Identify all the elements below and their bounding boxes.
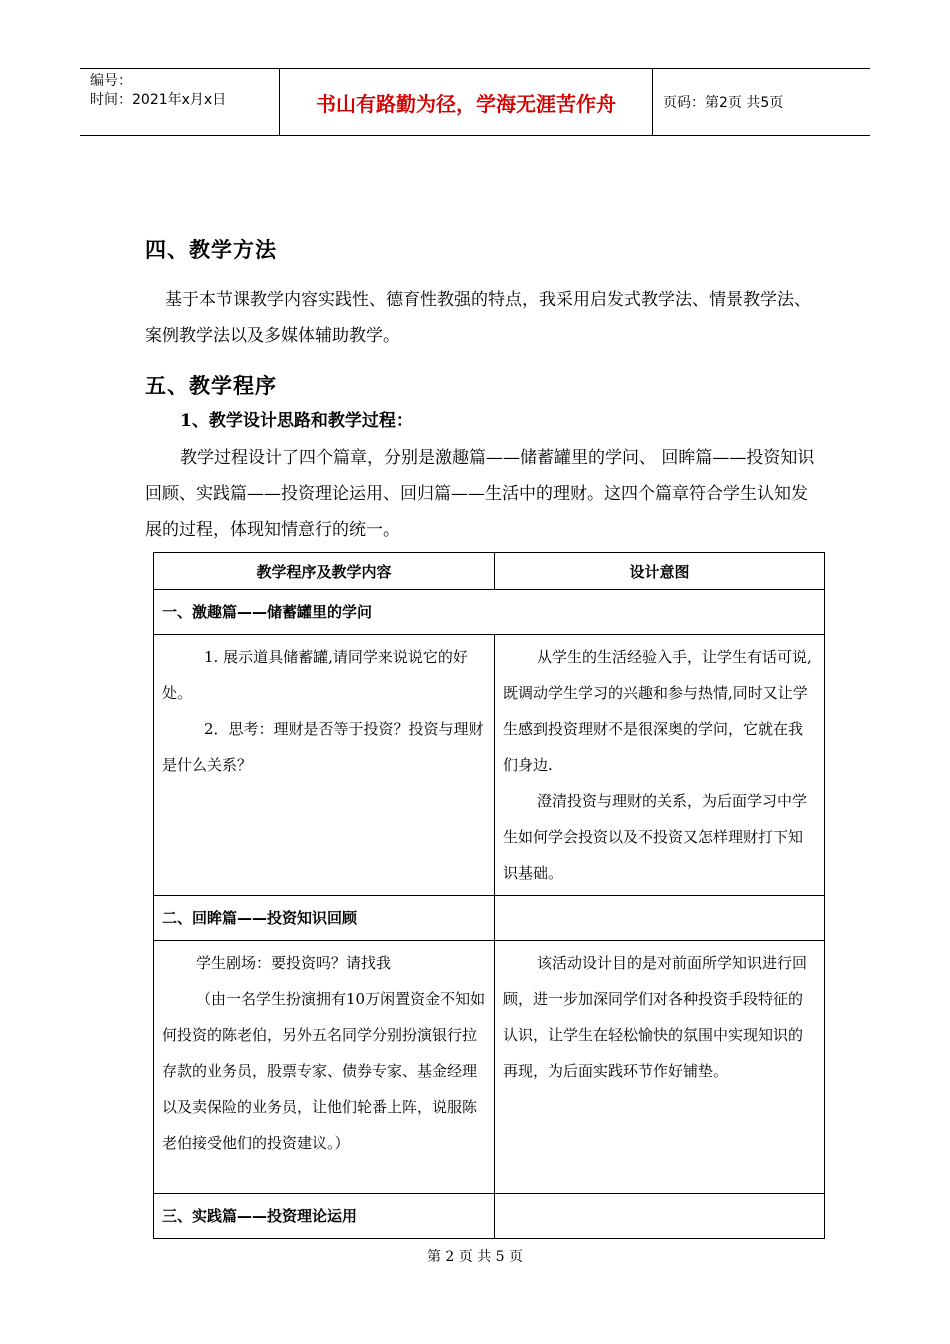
table-row <box>154 896 825 941</box>
header-meta <box>80 69 280 135</box>
table-header-row <box>154 553 825 590</box>
header-time: 时间：2021年x月x日 <box>90 92 227 108</box>
row1-left-2: 2．思考：理财是否等于投资？投资与理财是什么关系？ <box>162 720 484 774</box>
section-row-2-empty <box>495 896 825 941</box>
row2-left-1: 学生剧场：要投资吗？请找我 <box>196 954 392 972</box>
table-row <box>154 941 825 1194</box>
table-row <box>154 1194 825 1239</box>
row2-intent <box>495 941 825 1194</box>
table-row <box>154 635 825 896</box>
row2-left-2: （由一名学生扮演拥有10万闲置资金不知如何投资的陈老伯，另外五名同学分别扮演银行拉存款的业务员，股票专家、债券专家、基金经理以及卖保险的业务员，让他们轮番上阵，说服陈老伯接受他们的投资建议。） <box>162 990 486 1152</box>
section-row-3: 三、实践篇——投资理论运用 <box>154 1194 495 1239</box>
header-motto: 书山有路勤为径，学海无涯苦作舟 <box>280 69 653 135</box>
section-5-heading: 五、教学程序 <box>145 373 277 398</box>
table-row <box>154 590 825 635</box>
row1-right-2: 澄清投资与理财的关系，为后面学习中学生如何学会投资以及不投资又怎样理财打下知识基础。 <box>503 792 808 882</box>
page-footer: 第 2 页 共 5 页 <box>426 1249 524 1265</box>
row2-right-1: 该活动设计目的是对前面所学知识进行回顾，进一步加深同学们对各种投资手段特征的认识，让学生在轻松愉快的氛围中实现知识的再现，为后面实践环节作好铺垫。 <box>503 954 808 1080</box>
section-5-subheading: 1、教学设计思路和教学过程： <box>180 411 413 431</box>
section-row-2: 二、回眸篇——投资知识回顾 <box>154 896 495 941</box>
row1-intent <box>495 635 825 896</box>
col2-header: 设计意图 <box>495 553 825 590</box>
section-5-body: 教学过程设计了四个篇章，分别是激趣篇——储蓄罐里的学问、 回眸篇——投资知识回顾、实践篇——投资理论运用、回归篇——生活中的理财。这四个篇章符合学生认知发展的过程，体现知情意行的统一。 <box>145 448 815 540</box>
header-page-info: 页码：第2页 共5页 <box>663 95 784 111</box>
header-number: 编号： <box>90 73 132 89</box>
section-4-body: 基于本节课教学内容实践性、德育性教强的特点，我采用启发式教学法、情景教学法、案例教学法以及多媒体辅助教学。 <box>145 290 811 346</box>
document-header <box>80 68 870 136</box>
row1-right-1: 从学生的生活经验入手，让学生有话可说,既调动学生学习的兴趣和参与热情,同时又让学生感到投资理财不是很深奥的学问，它就在我们身边. <box>503 648 812 774</box>
row2-content <box>154 941 495 1194</box>
section-row-3-empty <box>495 1194 825 1239</box>
section-row-1: 一、激趣篇——储蓄罐里的学问 <box>154 590 825 635</box>
row1-content <box>154 635 495 896</box>
col1-header: 教学程序及教学内容 <box>154 553 495 590</box>
teaching-procedure-table <box>153 552 825 1239</box>
section-4-heading: 四、教学方法 <box>145 237 277 262</box>
row1-left-1: 1. 展示道具储蓄罐,请同学来说说它的好处。 <box>162 648 468 702</box>
